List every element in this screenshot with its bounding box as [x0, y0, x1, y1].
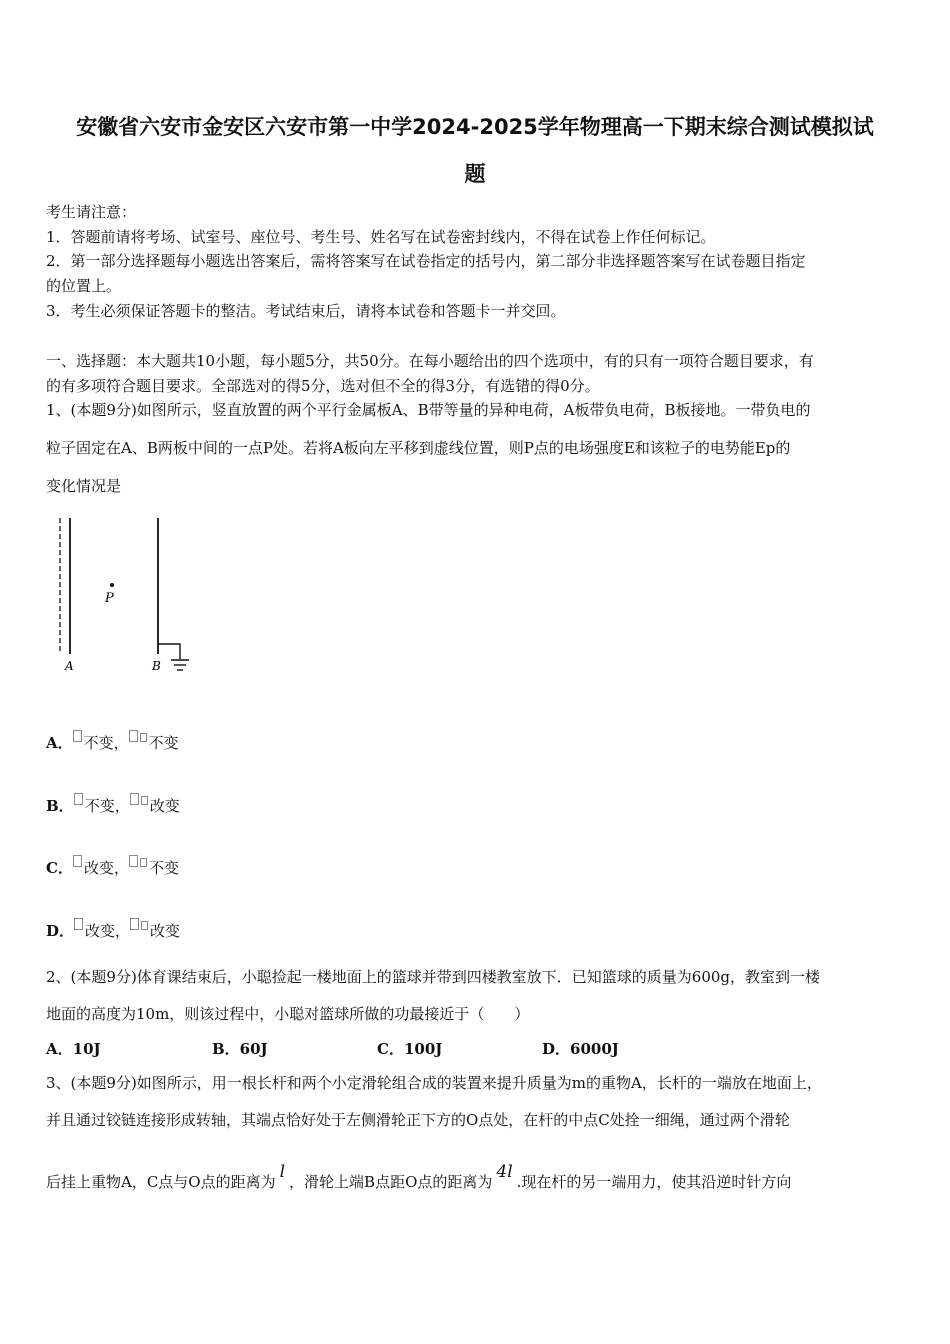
missing-symbol-icon — [73, 730, 82, 742]
q3-line3-part2: ，滑轮上端B点距O点的距离为 — [289, 1173, 493, 1191]
option-second: 改变 — [150, 922, 181, 940]
capacitor-figure — [52, 512, 202, 680]
missing-symbol-icon — [73, 855, 82, 867]
math-4l: 4l — [496, 1162, 513, 1182]
missing-symbol-icon — [129, 855, 138, 867]
q1-option-a[interactable] — [46, 730, 179, 753]
q1-option-b[interactable] — [46, 793, 180, 816]
option-first: 改变， — [83, 859, 129, 877]
option-letter: B． — [46, 797, 74, 815]
q1-line2: 粒子固定在A、B两板中间的一点P处。若将A板向左平移到虚线位置，则P点的电场强度E和该粒子的电势能Ep的 — [46, 439, 791, 457]
option-second: 改变 — [149, 797, 180, 815]
q2-option-d[interactable]: D．6000J — [542, 1040, 619, 1058]
point-p — [110, 583, 114, 587]
missing-symbol-icon — [74, 918, 83, 930]
option-second: 不变 — [148, 859, 179, 877]
missing-symbol-icon — [74, 793, 83, 805]
missing-symbol-icon — [130, 793, 139, 805]
q3-line2: 并且通过铰链连接形成转轴，其端点恰好处于左侧滑轮正下方的O点处，在杆的中点C处拴一细绳，通过两个滑轮 — [46, 1111, 790, 1129]
missing-symbol-icon — [130, 918, 139, 930]
notice-item-1: 1．答题前请将考场、试室号、座位号、考生号、姓名写在试卷密封线内，不得在试卷上作任何标记。 — [46, 228, 716, 246]
option-first: 改变， — [85, 922, 131, 940]
option-first: 不变， — [83, 734, 129, 752]
missing-symbol-icon — [140, 858, 147, 867]
missing-symbol-icon — [140, 733, 147, 742]
q3-line3-part3: .现在杆的另一端用力，使其沿逆时针方向 — [516, 1173, 792, 1191]
option-letter: D． — [46, 922, 75, 940]
q2-option-c[interactable]: C．100J — [377, 1040, 443, 1058]
q1-line1: 1、(本题9分)如图所示，竖直放置的两个平行金属板A、B带等量的异种电荷，A板带负电荷，B板接地。一带负电的 — [46, 401, 811, 419]
ground-wire — [158, 644, 180, 659]
label-p: P — [105, 591, 114, 606]
q3-line1: 3、(本题9分)如图所示，用一根长杆和两个小定滑轮组合成的装置来提升质量为m的重物A，长杆的一端放在地面上， — [46, 1074, 822, 1092]
q2-option-a[interactable]: A．10J — [46, 1040, 101, 1058]
notice-item-2: 2．第一部分选择题每小题选出答案后，需将答案写在试卷指定的括号内，第二部分非选择题答案写在试卷题目指定 — [46, 252, 806, 270]
section1-line1: 一、选择题：本大题共10小题，每小题5分，共50分。在每小题给出的四个选项中，有的只有一项符合题目要求，有 — [46, 352, 814, 370]
option-letter: A． — [46, 734, 73, 752]
label-a: A — [65, 659, 74, 673]
option-second: 不变 — [148, 734, 179, 752]
notice-item-3: 3．考生必须保证答题卡的整洁。考试结束后，请将本试卷和答题卡一并交回。 — [46, 302, 566, 320]
option-letter: C． — [46, 859, 73, 877]
q3-line3-part1: 后挂上重物A，C点与O点的距离为 — [46, 1173, 276, 1191]
q1-line3: 变化情况是 — [46, 477, 122, 495]
q2-line2: 地面的高度为10m，则该过程中，小聪对篮球所做的功最接近于（ ） — [46, 1005, 530, 1023]
section1-line2: 的有多项符合题目要求。全部选对的得5分，选对但不全的得3分，有选错的得0分。 — [46, 377, 600, 395]
option-first: 不变， — [84, 797, 130, 815]
q2-line1: 2、(本题9分)体育课结束后，小聪捡起一楼地面上的篮球并带到四楼教室放下．已知篮球的质量为600g，教室到一楼 — [46, 968, 821, 986]
missing-symbol-icon — [129, 730, 138, 742]
q2-option-b[interactable]: B．60J — [212, 1040, 268, 1058]
q1-option-c[interactable] — [46, 855, 179, 878]
missing-symbol-icon — [141, 921, 148, 930]
page-title-line2: 题 — [464, 162, 486, 186]
q3-line3 — [46, 1162, 792, 1192]
notice-heading: 考生请注意： — [46, 203, 137, 221]
label-b: B — [152, 659, 161, 673]
q1-option-d[interactable] — [46, 918, 180, 941]
math-l: l — [279, 1162, 286, 1182]
missing-symbol-icon — [141, 796, 148, 805]
notice-item-2-cont: 的位置上。 — [46, 277, 122, 295]
page-title-line1: 安徽省六安市金安区六安市第一中学2024-2025学年物理高一下期末综合测试模拟试 — [76, 115, 874, 139]
